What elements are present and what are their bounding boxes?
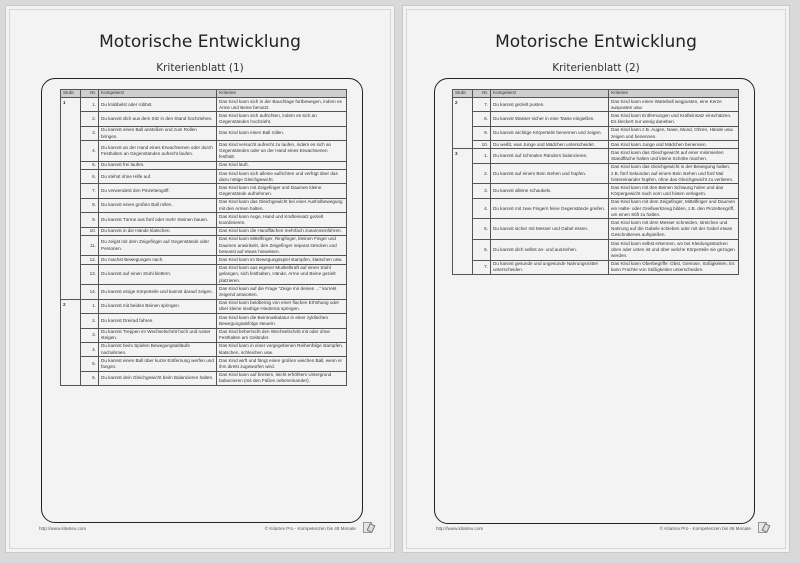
table-row — [61, 98, 347, 112]
table-row — [453, 240, 739, 261]
table-row — [453, 126, 739, 140]
cell-kompetenz: Du kannst auf schmalen Rändern balancieren. — [491, 149, 609, 163]
cell-kriterien: Das Kind kann beidbeinig von einer flachen Erhöhung oder über kleine niedrige Hindernis springen. — [217, 299, 347, 313]
page-title: Motorische Entwicklung — [99, 32, 301, 52]
cell-kompetenz: Du kannst mit beiden Beinen springen. — [99, 299, 217, 313]
cell-stufe: 2 — [61, 299, 81, 385]
page-kriterienblatt-1 — [5, 5, 395, 553]
table-row — [61, 161, 347, 169]
cell-stufe: 1 — [61, 98, 81, 300]
cell-nr: 10. — [81, 227, 99, 235]
cell-kompetenz: Du verwendest den Pinzettengriff. — [99, 184, 217, 198]
table-row — [453, 98, 739, 112]
table-row — [61, 126, 347, 140]
document-pen-icon — [363, 522, 372, 533]
table-row — [61, 184, 347, 198]
cell-nr: 3. — [81, 126, 99, 140]
cell-kompetenz: Du kannst sicher mit Messer und Gabel essen. — [491, 219, 609, 240]
cell-kompetenz: Du kannst Dreirad fahren. — [99, 314, 217, 328]
cell-kriterien: Das Kind läuft. — [217, 161, 347, 169]
cell-kompetenz: Du kannst gesunde und ungesunde Nahrungsmittel unterscheiden. — [491, 260, 609, 274]
cell-nr: 6. — [81, 371, 99, 385]
cell-kriterien: Das Kind kann mit den Beinen Schwung holen und das Körpergewicht nach vorn und hinten verlagern. — [609, 184, 739, 198]
cell-kompetenz: Du kannst wichtige Körperteile benennen und zeigen. — [491, 126, 609, 140]
table-row — [61, 235, 347, 256]
cell-kompetenz: Du kannst mit zwei Fingern feine Gegenstände greifen. — [491, 198, 609, 219]
cell-nr: 13. — [81, 264, 99, 285]
table-row — [453, 163, 739, 184]
cell-kompetenz: Du kannst an der Hand eines Erwachsenen oder durch Festhalten an Gegenständen aufrecht laufen. — [99, 141, 217, 162]
cell-nr: 7. — [473, 260, 491, 274]
table-row — [453, 198, 739, 219]
cell-nr: 8. — [81, 198, 99, 212]
table-row — [61, 264, 347, 285]
table-row — [61, 314, 347, 328]
table-frame — [41, 78, 363, 523]
table-header-row — [453, 90, 739, 98]
header-kompetenz: Kompetenz — [491, 90, 609, 98]
cell-kompetenz: Du kannst Türme aus fünf oder mehr Steinen bauen. — [99, 213, 217, 227]
table-row — [61, 213, 347, 227]
cell-nr: 5. — [81, 161, 99, 169]
table-header-row — [61, 90, 347, 98]
page-subtitle: Kriterienblatt (1) — [156, 62, 244, 74]
cell-kriterien: Das Kind kann selbst erkennen, wo bei Kleidungsstücken oben oder unten ist und über welche Körperteile sie gezogen werden. — [609, 240, 739, 261]
cell-nr: 6. — [81, 170, 99, 184]
table-row — [453, 219, 739, 240]
cell-kompetenz: Du kannst beim Spielen Bewegungsabläufe nachahmen. — [99, 342, 217, 356]
cell-kriterien: Das Kind kann aus eigener Muskelkraft auf einen Stuhl gelangen, sich festhalten, Hände, Arme und Beine gezielt platzieren. — [217, 264, 347, 285]
cell-nr: 2. — [81, 314, 99, 328]
table-row — [61, 371, 347, 385]
cell-nr: 2. — [473, 163, 491, 184]
table-row — [61, 170, 347, 184]
cell-kriterien: Das Kind kann sich alleine aufrichten und verfügt über das dazu nötige Gleichgewicht. — [217, 170, 347, 184]
table-row — [453, 260, 739, 274]
cell-kriterien: Das Kind kann Entfernungen und Krafteinsatz einschätzen. Es kleckert nur wenig daneben. — [609, 112, 739, 126]
cell-nr: 4. — [81, 141, 99, 162]
page-kriterienblatt-2 — [402, 5, 790, 553]
cell-nr: 1. — [473, 149, 491, 163]
cell-kompetenz: Du krabbelst oder robbst. — [99, 98, 217, 112]
cell-kriterien: Das Kind kann Oberbegriffe: Obst, Gemüse, Süßigkeiten. Es kann Früchte von Süßigkeiten unterscheiden. — [609, 260, 739, 274]
cell-kompetenz: Du kannst dich aus dem Sitz in den Stand hochziehen. — [99, 112, 217, 126]
criteria-table — [60, 89, 347, 386]
cell-kompetenz: Du kannst einen Ball über kurze Entfernung werfen und fangen. — [99, 357, 217, 371]
cell-kompetenz: Du kannst auf einen Stuhl klettern. — [99, 264, 217, 285]
header-kriterien: Kriterien — [609, 90, 739, 98]
cell-kriterien: Das Kind wirft und fängt einen großen weichen Ball, wenn er ihm direkt zugeworfen wird. — [217, 357, 347, 371]
table-frame — [434, 78, 755, 524]
cell-kompetenz: Du kannst einen großen Ball rollen. — [99, 198, 217, 212]
cell-kriterien: Das Kind kann mit dem Zeigefinger, Mittelfinger und Daumen ein Halte- oder Greifwerkzeug bilden, z.B. den Pinzettengriff, um einen Stift zu halten. — [609, 198, 739, 219]
cell-kompetenz: Du kannst dein Gleichgewicht beim Balancieren halten. — [99, 371, 217, 385]
table-row — [61, 256, 347, 264]
header-stufe: Stufe — [61, 90, 81, 98]
table-row — [61, 299, 347, 313]
cell-kriterien: Das Kind kann einen Ball rollen. — [217, 126, 347, 140]
cell-kriterien: Das Kind kann mit Zeigefinger und Daumen kleine Gegenstände aufnehmen. — [217, 184, 347, 198]
cell-kriterien: Das Kind kann in einer vorgegebenen Reihenfolge stampfen, klatschen, schleichen usw. — [217, 342, 347, 356]
cell-kriterien: Das Kind kann die Beinmuskulatur in einer zyklischen Bewegungsabfolge steuern. — [217, 314, 347, 328]
cell-kompetenz: Du kannst gezielt pusten. — [491, 98, 609, 112]
cell-kriterien: Das Kind kann auf die Frage "Zeige mir deinen ..." korrekt zeigend antworten. — [217, 285, 347, 299]
cell-kompetenz: Du kannst dich selbst an- und ausziehen. — [491, 240, 609, 261]
cell-nr: 1. — [81, 98, 99, 112]
cell-kompetenz: Du kannst in die Hände klatschen. — [99, 227, 217, 235]
cell-kompetenz: Du kannst Treppen im Wechselschritt hoch und runter steigen. — [99, 328, 217, 342]
cell-kriterien: Das Kind beherrscht den Wechselschritt mit oder ohne Festhalten am Geländer. — [217, 328, 347, 342]
cell-nr: 2. — [81, 112, 99, 126]
criteria-table — [452, 89, 739, 275]
cell-nr: 1. — [81, 299, 99, 313]
cell-kriterien: Das Kind versucht aufrecht zu laufen, indem es sich an Gegenständen oder an der Hand eines Erwachsenen festhält. — [217, 141, 347, 162]
cell-kompetenz: Du weißt, was Junge und Mädchen unterscheidet. — [491, 141, 609, 149]
cell-nr: 5. — [473, 219, 491, 240]
cell-kriterien: Das Kind kann sich in der Bauchlage fortbewegen, indem es Arme und Beine benutzt. — [217, 98, 347, 112]
table-row — [453, 184, 739, 198]
page-subtitle: Kriterienblatt (2) — [552, 62, 640, 74]
header-kriterien: Kriterien — [217, 90, 347, 98]
cell-nr: 3. — [473, 184, 491, 198]
footer-copyright: © Kitatrex Pro - Kompetenzen bis 48 Monate — [659, 526, 751, 531]
cell-nr: 8. — [473, 112, 491, 126]
cell-nr: 9. — [81, 213, 99, 227]
header-nr: Nr. — [81, 90, 99, 98]
table-row — [61, 141, 347, 162]
cell-kriterien: Das Kind kann das Gleichgewicht auf einer minimierten Standfläche halten und kleine Schritte machen. — [609, 149, 739, 163]
page-title: Motorische Entwicklung — [495, 32, 697, 52]
cell-kompetenz: Du kannst einige Körperteile und kannst darauf zeigen. — [99, 285, 217, 299]
cell-kriterien: Das Kind kann das Gleichgewicht bei einer Ausholbewegung mit den Armen halten. — [217, 198, 347, 212]
table-row — [61, 112, 347, 126]
table-row — [61, 227, 347, 235]
footer-url[interactable]: http://www.kitatrex.com — [436, 526, 484, 531]
cell-kompetenz: Du kannst Wasser sicher in eine Tasse eingießen. — [491, 112, 609, 126]
cell-nr: 12. — [81, 256, 99, 264]
cell-nr: 4. — [473, 198, 491, 219]
table-body — [61, 98, 347, 386]
table-row — [453, 149, 739, 163]
cell-nr: 10. — [473, 141, 491, 149]
header-kompetenz: Kompetenz — [99, 90, 217, 98]
cell-kompetenz: Du kannst alleine schaukeln. — [491, 184, 609, 198]
cell-stufe: 2 — [453, 98, 473, 149]
cell-kompetenz: Du stehst ohne Hilfe auf. — [99, 170, 217, 184]
cell-kriterien: Das Kind kann im Bewegungsspiel stampfen, klatschen usw. — [217, 256, 347, 264]
cell-kompetenz: Du zeigst mit dem Zeigefinger auf Gegenstände oder Personen. — [99, 235, 217, 256]
document-pen-icon — [758, 522, 767, 533]
cell-kriterien: Das Kind kann auf breitem, leicht erhöhtem Untergrund balancieren (mit den Füßen nebeneinander). — [217, 371, 347, 385]
cell-nr: 3. — [81, 328, 99, 342]
cell-kriterien: Das Kind kann Mittelfinger, Ringfinger, kleinen Finger und Daumen anwinkeln, den Zeigefinger separat strecken und bewusst auf etwas hinweisen. — [217, 235, 347, 256]
cell-stufe: 3 — [453, 149, 473, 275]
cell-nr: 6. — [473, 240, 491, 261]
table-row — [61, 357, 347, 371]
cell-nr: 9. — [473, 126, 491, 140]
footer-url[interactable]: http://www.kitatrex.com — [39, 526, 87, 531]
table-row — [453, 141, 739, 149]
cell-nr: 14. — [81, 285, 99, 299]
cell-nr: 11. — [81, 235, 99, 256]
cell-kriterien: Das Kind kann z.B. Augen, Nase, Mund, Ohren, Hände usw. zeigen und benennen. — [609, 126, 739, 140]
table-body — [453, 98, 739, 275]
cell-kriterien: Das Kind kann das Gleichgewicht in der Bewegung halten, z.B. fünf Sekunden auf einem Bein stehen und fünf Mal hintereinander hüpfen, ohne das Gleichgewicht zu verlieren. — [609, 163, 739, 184]
cell-kompetenz: Du kannst frei laufen. — [99, 161, 217, 169]
cell-nr: 5. — [81, 357, 99, 371]
cell-nr: 7. — [81, 184, 99, 198]
cell-kompetenz: Du machst Bewegungen nach. — [99, 256, 217, 264]
cell-kompetenz: Du kannst auf einem Bein stehen und hüpfen. — [491, 163, 609, 184]
cell-kriterien: Das Kind kann Auge, Hand und Krafteinsatz gezielt koordinieren. — [217, 213, 347, 227]
cell-kompetenz: Du kannst einen Ball anstoßen und zum Rollen bringen. — [99, 126, 217, 140]
cell-kriterien: Das Kind kann die Handflächen mehrfach zusammenführen. — [217, 227, 347, 235]
cell-nr: 4. — [81, 342, 99, 356]
table-row — [453, 112, 739, 126]
table-row — [61, 328, 347, 342]
table-row — [61, 198, 347, 212]
cell-nr: 7. — [473, 98, 491, 112]
cell-kriterien: Das Kind kann sich aufrichten, indem es sich an Gegenständen hochzieht. — [217, 112, 347, 126]
table-row — [61, 342, 347, 356]
cell-kriterien: Das Kind kann mit dem Messer schneiden, streichen und Nahrung auf die Gabele schieben oder mit der Gabel etwas Geschnittenes aufspießen. — [609, 219, 739, 240]
cell-kriterien: Das Kind kann einen Watteball wegpusten, eine Kerze auspusten usw. — [609, 98, 739, 112]
cell-kriterien: Das Kind kann Junge und Mädchen benennen. — [609, 141, 739, 149]
header-nr: Nr. — [473, 90, 491, 98]
table-row — [61, 285, 347, 299]
header-stufe: Stufe — [453, 90, 473, 98]
footer-copyright: © Kitatrex Pro - Kompetenzen bis 48 Monate — [264, 526, 356, 531]
